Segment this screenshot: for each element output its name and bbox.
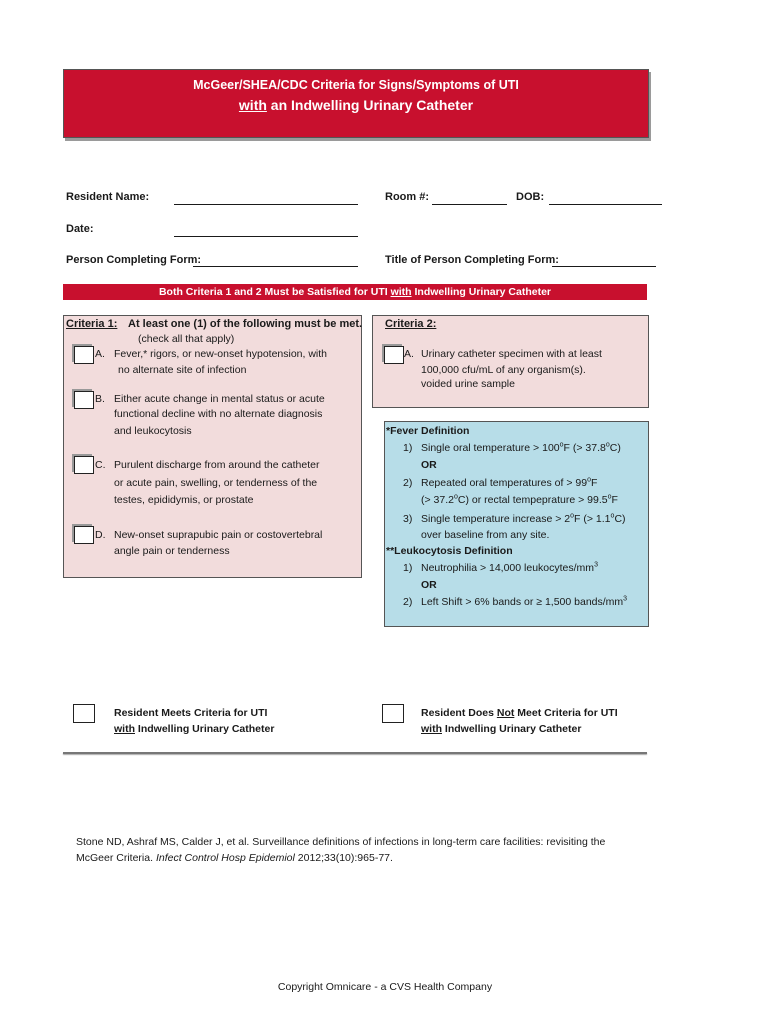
title-person-label: Title of Person Completing Form:: [385, 254, 559, 266]
fever-item1-text: Single oral temperature > $100^oF$ (> $37.8^oC$): [421, 441, 621, 454]
resident-name-label: Resident Name:: [66, 191, 150, 203]
criteria1-b-line3: and leukocytosis: [114, 425, 192, 437]
not-meets-criteria-line2: with Indwelling Urinary Catheter: [421, 723, 582, 735]
criteria1-label: Criteria 1:: [66, 318, 118, 330]
title-person-field[interactable]: [552, 266, 656, 267]
criteria-requirement-bar: [63, 284, 647, 300]
resident-name-field[interactable]: [174, 204, 358, 205]
fever-item2-number: 2): [403, 477, 413, 489]
date-label: Date:: [66, 223, 94, 235]
criteria1-d-checkbox[interactable]: [74, 526, 94, 544]
criteria1-subheading: (check all that apply): [138, 333, 235, 345]
copyright-notice: Copyright Omnicare - a CVS Health Company: [277, 981, 493, 993]
room-label: Room #:: [385, 191, 429, 203]
criteria1-b-line1: Either acute change in mental status or acute: [114, 393, 325, 405]
leuko-item2-text: Left Shift > 6% bands or ≥ 1,500 bands/$mm^3$: [421, 595, 628, 608]
meets-criteria-checkbox[interactable]: [73, 704, 95, 723]
criteria-bar-text-before: Both Criteria 1 and 2 Must be Satisfied for UTI: [158, 286, 391, 298]
fever-item3-text: Single temperature increase > $2^oF$ (> $1.1^oC$): [421, 512, 626, 525]
criteria1-a-line1: Fever,* rigors, or new-onset hypotension, with: [114, 348, 328, 360]
criteria-bar-text-after: Indwelling Urinary Catheter: [411, 286, 552, 298]
fever-or-1: OR: [421, 459, 437, 471]
person-completing-field[interactable]: [193, 266, 358, 267]
dob-label: DOB:: [516, 191, 545, 203]
leuko-item2-number: 2): [403, 596, 413, 608]
citation-line2: McGeer Criteria. Infect Control Hosp Epidemiol 2012;33(10):965-77.: [76, 852, 393, 864]
leuko-item1-text: Neutrophilia > 14,000 leukocytes/$mm^3$: [421, 561, 598, 574]
criteria1-d-line1: New-onset suprapubic pain or costovertebral: [114, 529, 323, 541]
leukocytosis-heading: **Leukocytosis Definition: [386, 545, 513, 557]
not-meets-criteria-checkbox[interactable]: [382, 704, 404, 723]
fever-item1-number: 1): [403, 442, 413, 454]
fever-item2-text: Repeated oral temperatures of > $99^oF$: [421, 476, 598, 489]
criteria1-b-checkbox[interactable]: [74, 391, 94, 409]
criteria1-c-line3: testes, epididymis, or prostate: [114, 494, 254, 506]
fever-item3-number: 3): [403, 513, 413, 525]
criteria1-c-checkbox[interactable]: [74, 456, 94, 474]
criteria1-b-line2: functional decline with no alternate diagnosis: [114, 408, 323, 420]
criteria1-d-letter: D.: [95, 529, 106, 541]
title-line2-rest: an Indwelling Urinary Catheter: [266, 97, 474, 113]
leuko-or: OR: [421, 579, 437, 591]
criteria2-a-line1: Urinary catheter specimen with at least: [421, 348, 602, 360]
form-title-banner: [63, 69, 649, 138]
criteria1-c-line2: or acute pain, swelling, or tenderness of the: [114, 477, 318, 489]
criteria1-a-line2: no alternate site of infection: [118, 364, 247, 376]
fever-heading: *Fever Definition: [386, 425, 470, 437]
form-title-line1: McGeer/SHEA/CDC Criteria for Signs/Symptoms of UTI: [193, 78, 519, 92]
room-field[interactable]: [432, 204, 507, 205]
criteria1-d-line2: angle pain or tenderness: [114, 545, 230, 557]
leuko-item1-number: 1): [403, 562, 413, 574]
criteria2-a-letter: A.: [404, 348, 414, 360]
citation-line1: Stone ND, Ashraf MS, Calder J, et al. Surveillance definitions of infections in long-term care facilities: revisiting the: [76, 836, 606, 848]
criteria1-a-letter: A.: [95, 348, 105, 360]
fever-item3-line2: over baseline from any site.: [421, 529, 550, 541]
criteria2-a-checkbox[interactable]: [384, 346, 404, 364]
criteria-bar-with: with: [390, 286, 412, 298]
form-title-line2: [64, 97, 648, 113]
meets-criteria-line2: with Indwelling Urinary Catheter: [114, 723, 275, 735]
not-meets-criteria-line1: Resident Does Not Meet Criteria for UTI: [421, 707, 618, 719]
criteria2-a-line2: 100,000 cfu/mL of any organism(s).: [421, 364, 586, 376]
person-completing-label: Person Completing Form:: [66, 254, 202, 266]
criteria2-a-line3: voided urine sample: [421, 378, 515, 390]
meets-criteria-line1: Resident Meets Criteria for UTI: [114, 707, 268, 719]
date-field[interactable]: [174, 236, 358, 237]
title-with-underlined: with: [238, 97, 267, 113]
criteria2-label: Criteria 2:: [385, 318, 437, 330]
section-divider: [63, 752, 647, 754]
criteria1-b-letter: B.: [95, 393, 105, 405]
fever-item2-line2: (> $37.2^oC$) or rectal tempeprature > $99.5^oF$: [421, 493, 618, 506]
criteria1-heading: At least one (1) of the following must be met.: [128, 318, 363, 330]
criteria1-c-line1: Purulent discharge from around the catheter: [114, 459, 320, 471]
dob-field[interactable]: [549, 204, 662, 205]
criteria1-a-checkbox[interactable]: [74, 346, 94, 364]
criteria1-c-letter: C.: [95, 459, 106, 471]
